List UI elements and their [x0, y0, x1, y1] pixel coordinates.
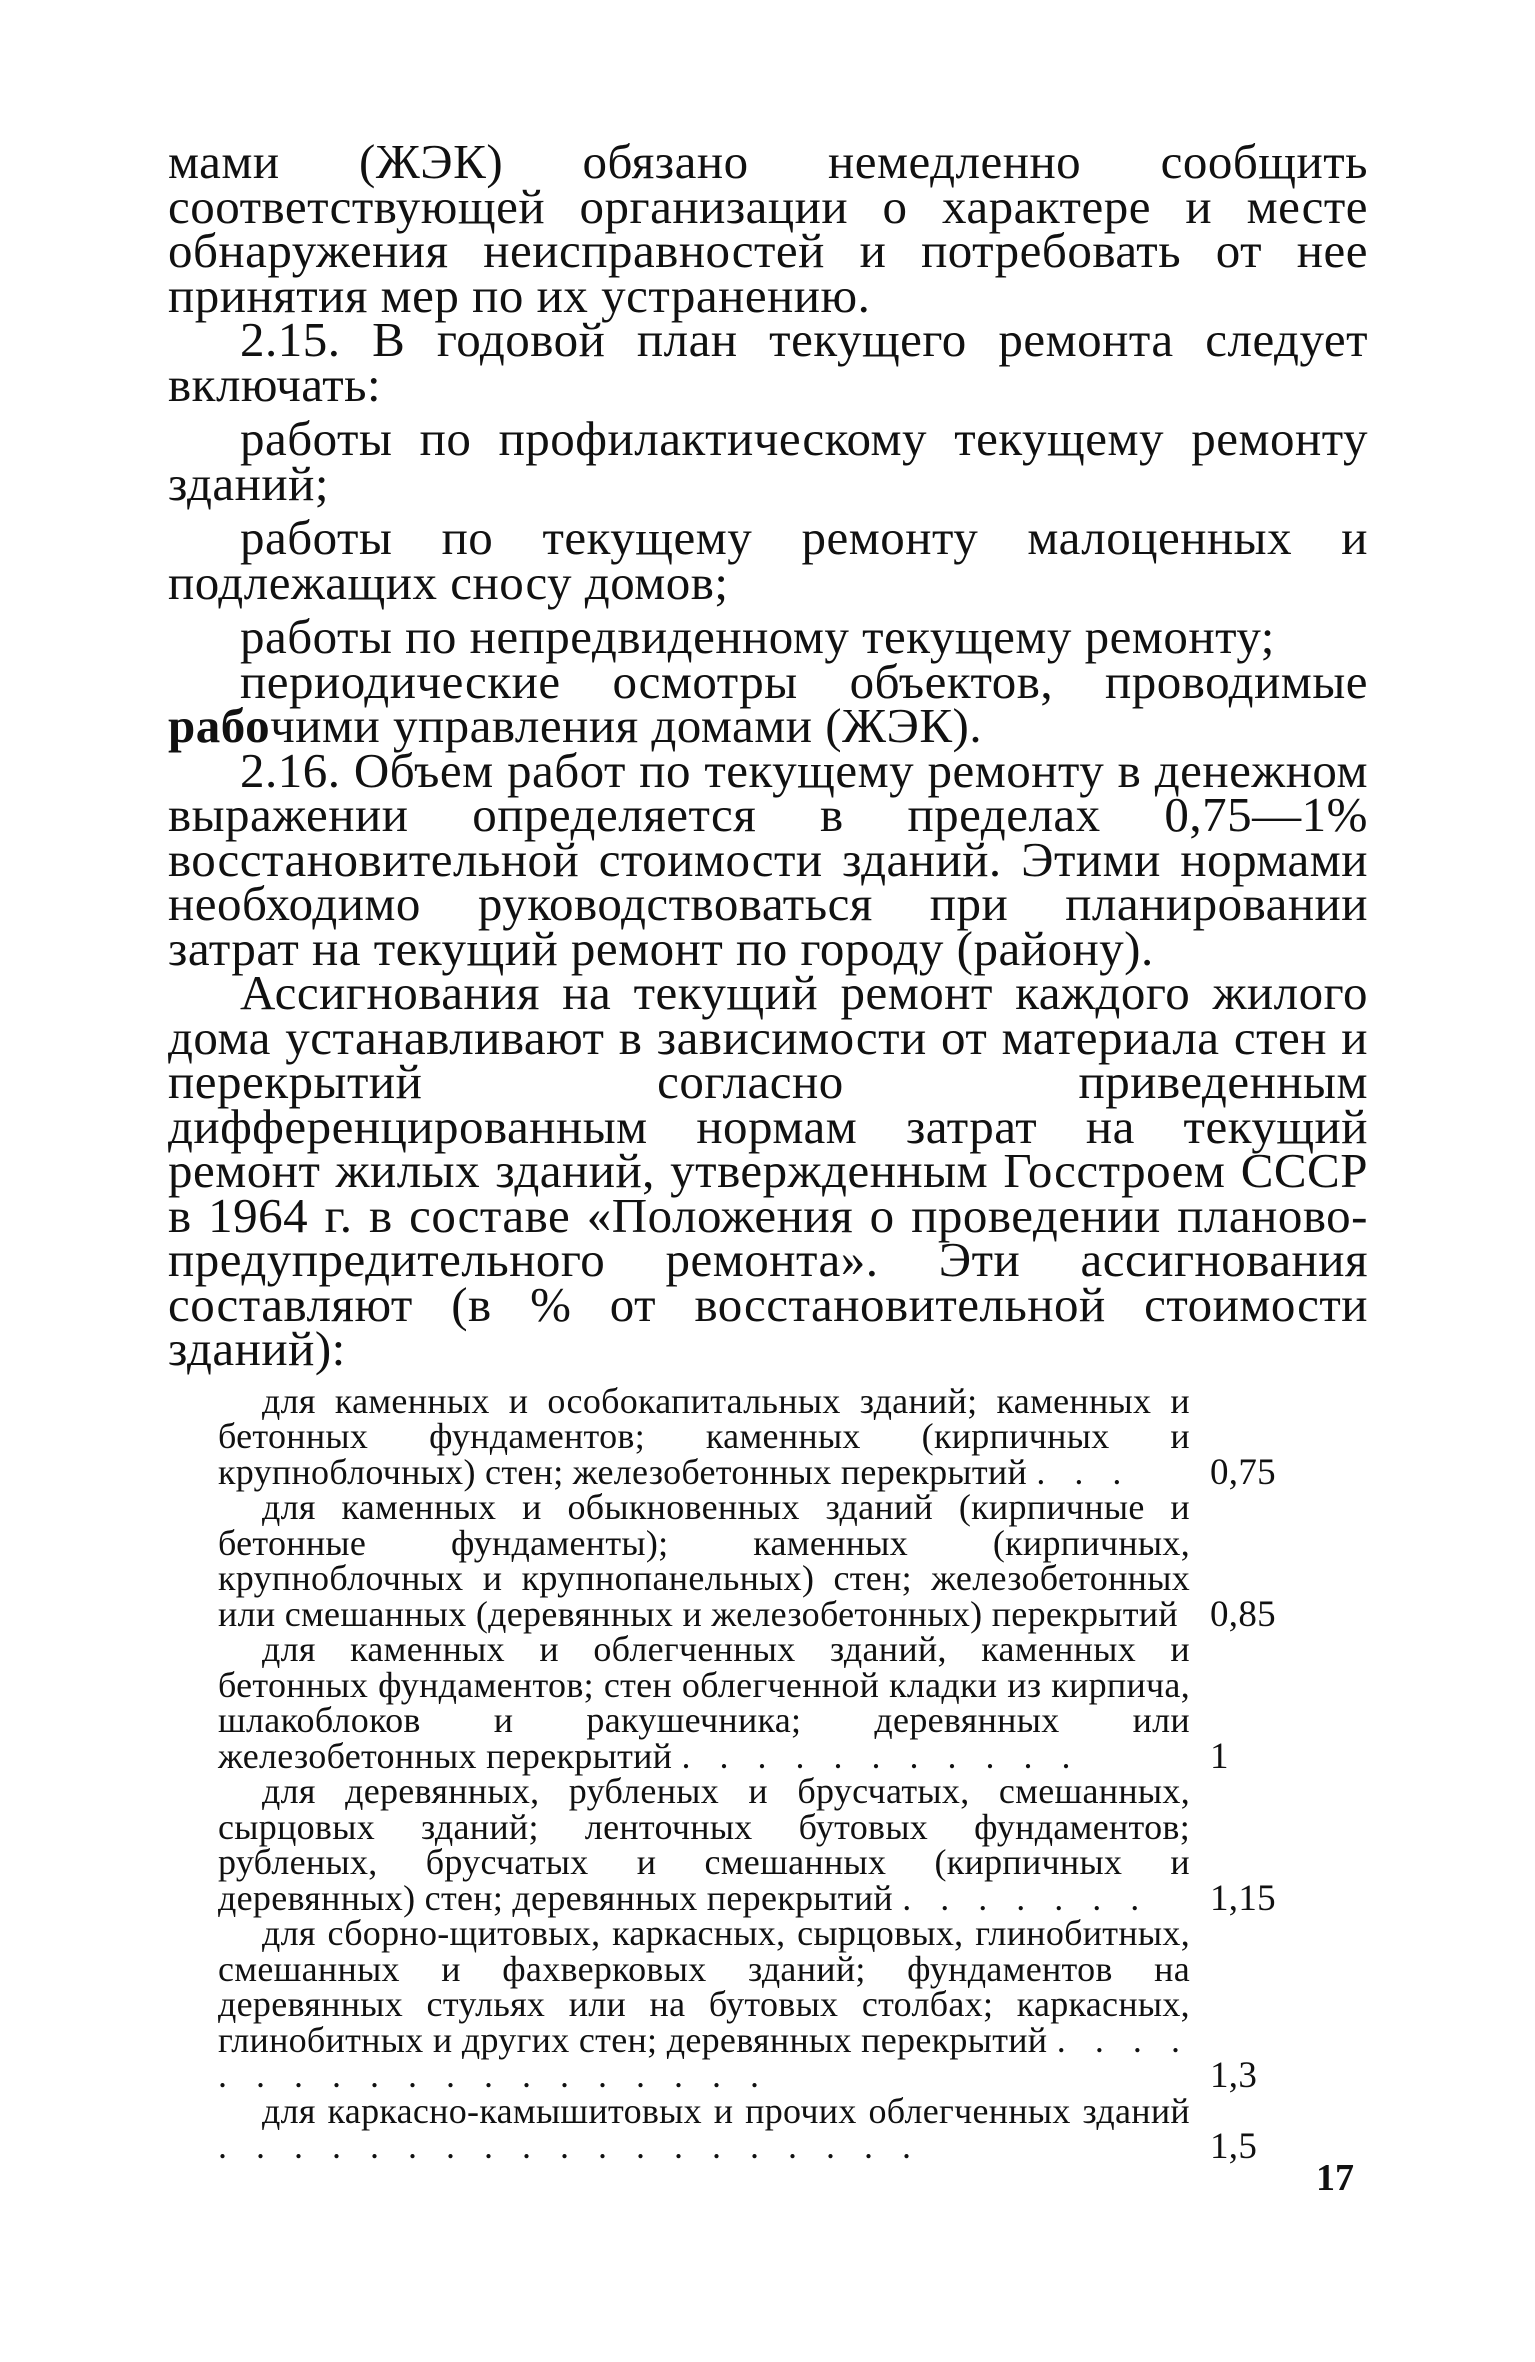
leader-dots: . . . . . . . . . . . . . . . . . . .	[218, 2019, 1191, 2095]
body-text	[168, 134, 1368, 1376]
page-content	[168, 134, 1368, 2167]
norm-row	[168, 2090, 1306, 2167]
norm-row	[168, 1487, 1306, 1635]
norm-text: для каменных и обыкновенных зданий (кирпичные и бетонные фундаменты); каменных (кирпичных, крупноблочных и крупнопанельных) стен; железобетонных или смешанных (деревянных и железобетонных) перекрытий	[218, 1487, 1190, 1634]
leader-dots: . . . . . . .	[902, 1877, 1150, 1918]
paragraph: Ассигнования на текущий ремонт каждого жилого дома устанавливают в зависимости от материала стен и перекрытий согласно приведенным дифференцированным нормам затрат на текущий ремонт жилых зданий, утвержденным Госстроем СССР в 1964 г. в составе «Положения о проведении планово-предупредительного ремонта». Эти ассигнования составляют (в % от восстановительной стоимости зданий):	[168, 965, 1368, 1376]
norm-text: для каменных и особокапитальных зданий; каменных и бетонных фундаментов; каменных (кирпичных и крупноблочных) стен; железобетонных перекрытий	[218, 1380, 1190, 1492]
list-item: работы по непредвиденному текущему ремонту;	[240, 609, 1275, 664]
leader-dots: . . . . . . . . . . .	[681, 1735, 1081, 1776]
norm-value: 1,3	[1210, 2055, 1258, 2096]
norm-value: 1	[1210, 1735, 1229, 1777]
norm-row	[168, 1913, 1306, 2096]
norm-text: для каменных и облегченных зданий, каменных и бетонных фундаментов; стен облегченной кладки из кирпича, шлакоблоков и ракушечника; деревянных или железобетонных перекрытий	[218, 1629, 1190, 1776]
norm-value: 1,15	[1210, 1877, 1276, 1919]
section-2-15: 2.15. В годовой план текущего ремонта следует включать:	[168, 312, 1368, 412]
section-2-16: 2.16. Объем работ по текущему ремонту в денежном выражении определяется в пределах 0,75—1% восстановительной стоимости зданий. Этими нормами необходимо руководствоваться при планировании затрат на текущий ремонт по городу (району).	[168, 742, 1368, 976]
norm-value: 0,85	[1210, 1593, 1276, 1635]
paragraph: мами (ЖЭК) обязано немедленно сообщить соответствующей организации о характере и месте обнаружения неисправностей и потребовать от нее принятия мер по их устранению.	[168, 134, 1368, 323]
page-number: 17	[1316, 2157, 1354, 2199]
norm-text: для сборно-щитовых, каркасных, сырцовых, глинобитных, смешанных и фахверковых зданий; фундаментов на деревянных стульях или на бутовых столбах; каркасных, глинобитных и других стен; деревянных перекрытий	[218, 1913, 1190, 2060]
norm-row	[168, 1380, 1306, 1493]
norm-description	[168, 1629, 1190, 1776]
leader-dots: . . . . . . . . . . . . . . . . . . .	[218, 2126, 921, 2166]
norm-row	[168, 1629, 1306, 1777]
list-item: работы по профилактическому текущему ремонту зданий;	[168, 411, 1368, 511]
norms-list	[168, 1380, 1368, 2167]
norm-value: 0,75	[1210, 1451, 1276, 1493]
text-run: периодические осмотры объектов, проводимые	[240, 653, 1368, 709]
norm-value: 1,5	[1210, 2126, 1258, 2167]
norm-text: для деревянных, рубленых и брусчатых, смешанных, сырцовых зданий; ленточных бутовых фундаментов; рубленых, брусчатых и смешанных (кирпичных и деревянных) стен; деревянных перекрытий	[218, 1771, 1190, 1918]
list-item: работы по текущему ремонту малоценных и подлежащих сносу домов;	[168, 510, 1368, 610]
bold-text-run: рабо	[168, 698, 271, 753]
norm-description	[168, 2090, 1190, 2166]
norm-description	[168, 1487, 1190, 1634]
text-run: чими управления домами (ЖЭК).	[270, 698, 983, 753]
norm-text: для каркасно-камышитовых и прочих облегченных зданий	[262, 2090, 1190, 2131]
leader-dots: . . .	[1036, 1451, 1132, 1492]
norm-description	[168, 1913, 1191, 2095]
norm-description	[168, 1380, 1190, 1492]
norm-description	[168, 1771, 1190, 1918]
list-item	[168, 653, 1368, 753]
norm-row	[168, 1771, 1306, 1919]
